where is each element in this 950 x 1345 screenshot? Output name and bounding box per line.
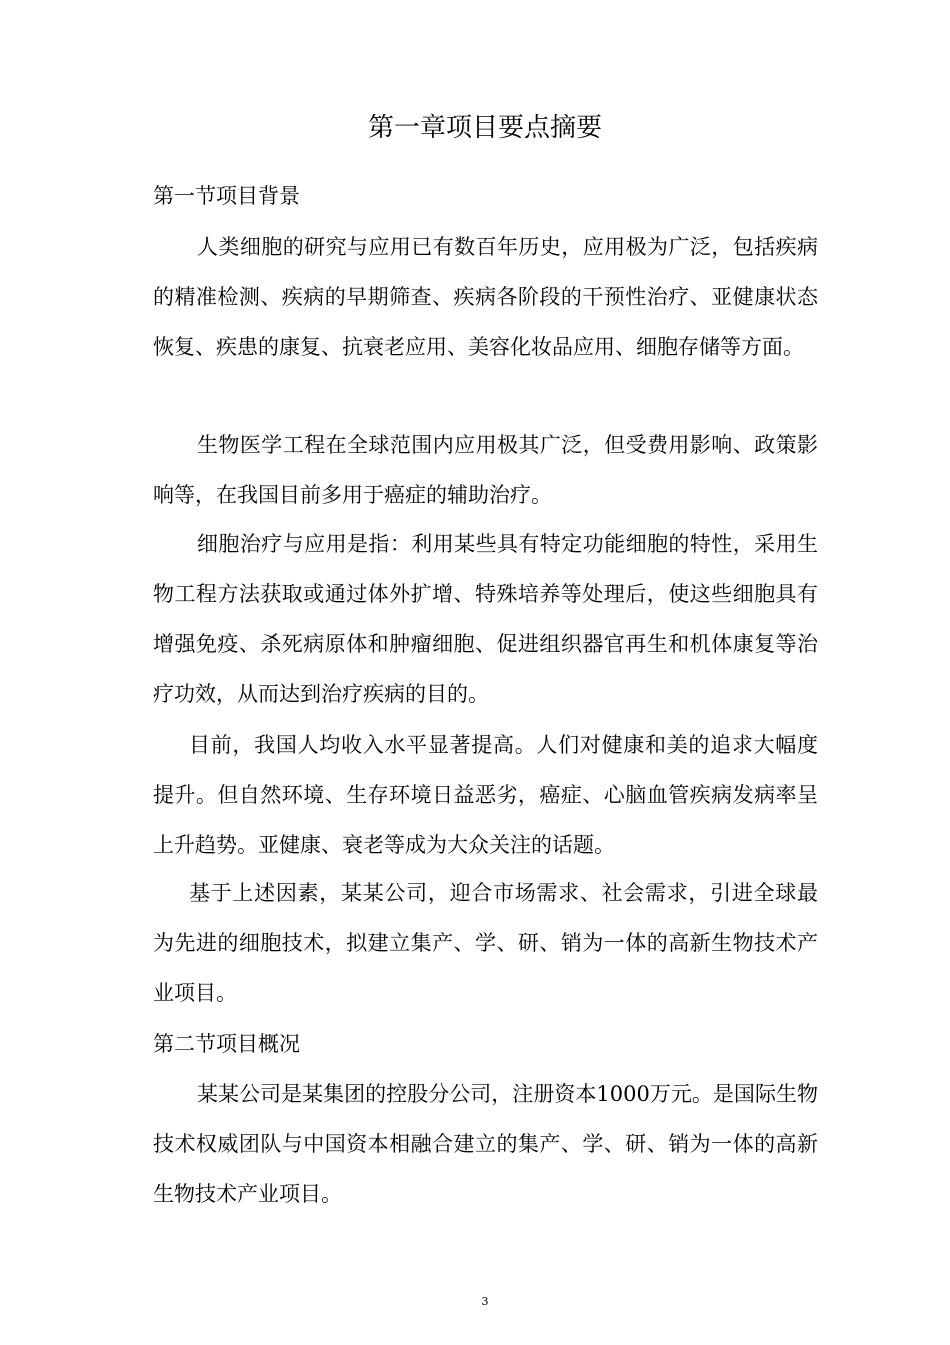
paragraph-background-4: 目前，我国人均收入水平显著提高。人们对健康和美的追求大幅度提升。但自然环境、生存环境日益恶劣，癌症、心脑血管疾病发病率呈上升趋势。亚健康、衰老等成为大众关注的话题。 [153,733,818,857]
chapter-title: 第一章项目要点摘要 [367,113,602,143]
paragraph-background-2: 生物医学工程在全球范围内应用极其广泛，但受费用影响、政策影响等，在我国目前多用于癌症的辅助治疗。 [153,433,818,507]
section-heading-background: 第一节项目背景 [153,184,300,208]
page-number: 3 [481,1295,489,1308]
paragraph-overview-1: 某某公司是某集团的控股分公司，注册资本1000万元。是国际生物技术权威团队与中国资本相融合建立的集产、学、研、销为一体的高新生物技术产业项目。 [153,1082,818,1206]
section-heading-overview: 第二节项目概况 [153,1032,300,1056]
paragraph-background-5: 基于上述因素，某某公司，迎合市场需求、社会需求，引进全球最为先进的细胞技术，拟建立集产、学、研、销为一体的高新生物技术产业项目。 [153,881,818,1005]
paragraph-background-1: 人类细胞的研究与应用已有数百年历史，应用极为广泛，包括疾病的精准检测、疾病的早期筛查、疾病各阶段的干预性治疗、亚健康状态恢复、疾患的康复、抗衰老应用、美容化妆品应用、细胞存储等方面。 [153,235,818,359]
paragraph-background-3: 细胞治疗与应用是指：利用某些具有特定功能细胞的特性，采用生物工程方法获取或通过体外扩增、特殊培养等处理后，使这些细胞具有增强免疫、杀死病原体和肿瘤细胞、促进组织器官再生和机体康复等治疗功效，从而达到治疗疾病的目的。 [153,532,818,706]
